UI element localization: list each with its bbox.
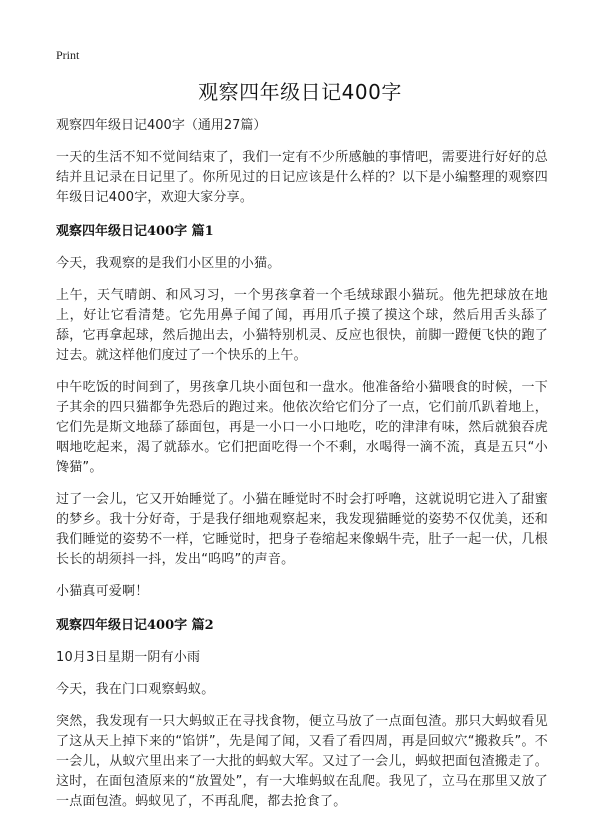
article-body [56,116,548,824]
paragraph: 今天，我观察的是我们小区里的小猫。 [56,256,281,271]
print-link[interactable]: Print [56,48,80,62]
section-heading: 观察四年级日记400字 篇2 [56,618,214,633]
article-subtitle: 观察四年级日记400字（通用27篇） [56,118,267,133]
intro-paragraph: 一天的生活不知不觉间结束了，我们一定有不少所感触的事情吧，需要进行好好的总结并且记录在日记里了。你所见过的日记应该是什么样的？以下是小编整理的观察四年级日记400字，欢迎大家分享。 [56,150,548,205]
paragraph: 中午吃饭的时间到了，男孩拿几块小面包和一盘水。他准备给小猫喂食的时候，一下子其余的四只猫都争先恐后的跑过来。他依次给它们分了一点，它们前爪趴着地上，它们先是斯文地舔了舔面包，再是一小口一小口地吃，吃的津津有味，然后就狼吞虎咽地吃起来，渴了就舔水。它们把面吃得一个不剩，水喝得一滴不流，真是五只“小馋猫”。 [56,380,548,475]
paragraph: 突然，我发现有一只大蚂蚁正在寻找食物，便立马放了一点面包渣。那只大蚂蚁看见了这从天上掉下来的“馅饼”，先是闻了闻，又看了看四周，再是回蚁穴“搬救兵”。不一会儿，从蚁穴里出来了一大批的蚂蚁大军。又过了一会儿，蚂蚁把面包渣搬走了。这时，在面包渣原来的“放置处”，有一大堆蚂蚁在乱爬。我见了，立马在那里又放了一点面包渣。蚂蚁见了，不再乱爬，都去抢食了。 [56,714,548,809]
paragraph: 上午，天气晴朗、和风习习，一个男孩拿着一个毛绒球跟小猫玩。他先把球放在地上，好让它看清楚。它先用鼻子闻了闻，再用爪子摸了摸这个球，然后用舌头舔了舔，它再拿起球，然后抛出去，小猫特别机灵、反应也很快，前脚一蹬便飞快的跑了过去。就这样他们度过了一个快乐的上午。 [56,288,548,363]
section-1 [56,222,548,602]
section-heading: 观察四年级日记400字 篇1 [56,224,214,239]
paragraph: 10月3日星期一阴有小雨 [56,650,201,665]
paragraph: 小猫真可爱啊！ [56,584,149,599]
paragraph: 今天，我在门口观察蚂蚁。 [56,682,215,697]
page-title: 观察四年级日记400字 [198,80,402,104]
paragraph: 过了一会儿，它又开始睡觉了。小猫在睡觉时不时会打呼噜，这就说明它进入了甜蜜的梦乡。我十分好奇，于是我仔细地观察起来，我发现猫睡觉的姿势不仅优美，还和我们睡觉的姿势不一样，它睡觉时，把身子卷缩起来像蜗牛壳，肚子一起一伏，几根长长的胡须抖一抖，发出“呜呜”的声音。 [56,492,548,567]
section-2 [56,616,548,812]
